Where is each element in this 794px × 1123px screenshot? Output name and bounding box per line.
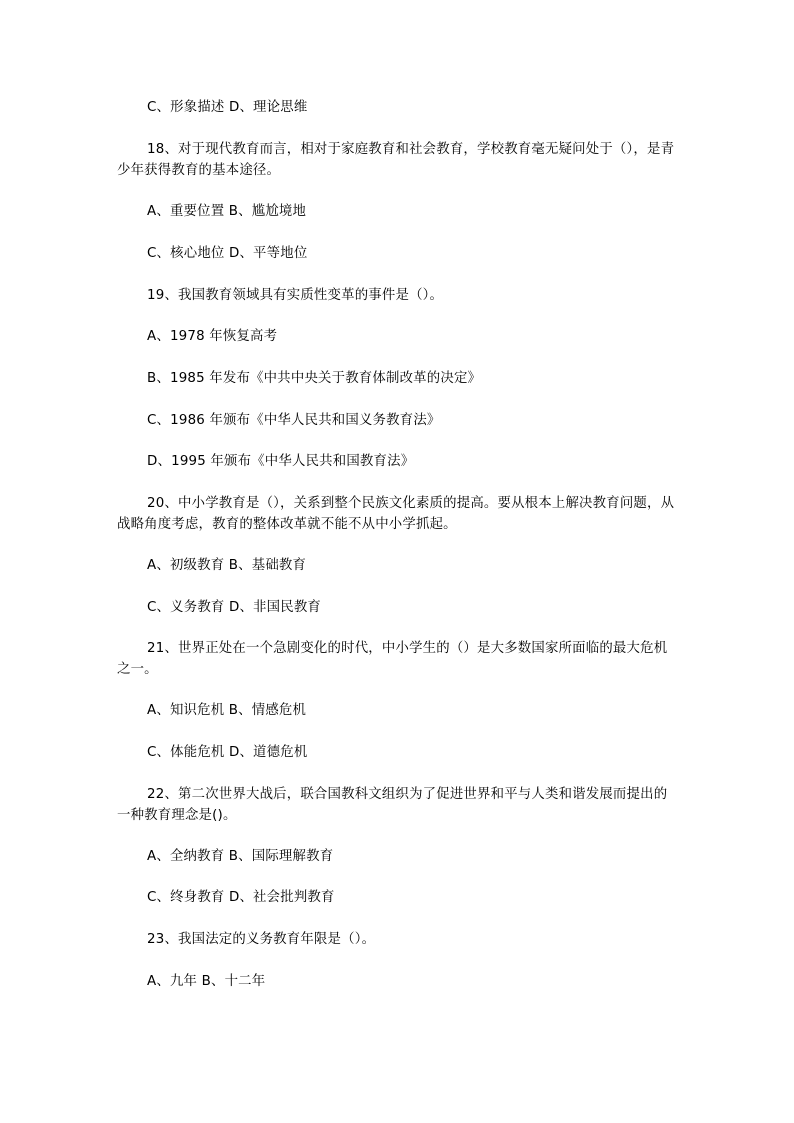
option-line: A、九年 B、十二年 — [147, 974, 266, 989]
question-20: 20、中小学教育是（），关系到整个民族文化素质的提高。要从根本上解决教育问题，从战略角度考虑，教育的整体改革就不能不从中小学抓起。 — [117, 496, 675, 532]
option-line: A、全纳教育 B、国际理解教育 — [147, 849, 334, 864]
option-line: C、体能危机 D、道德危机 — [147, 745, 308, 760]
option-line: B、1985 年发布《中共中央关于教育体制改革的决定》 — [147, 371, 482, 386]
option-line: C、核心地位 D、平等地位 — [147, 246, 308, 261]
option-line: C、义务教育 D、非国民教育 — [147, 600, 322, 615]
option-line: D、1995 年颁布《中华人民共和国教育法》 — [147, 454, 415, 469]
option-line: C、1986 年颁布《中华人民共和国义务教育法》 — [147, 413, 441, 428]
question-23: 23、我国法定的义务教育年限是（）。 — [147, 932, 376, 947]
option-line: C、终身教育 D、社会批判教育 — [147, 890, 335, 905]
option-line: A、重要位置 B、尴尬境地 — [147, 204, 307, 219]
question-22: 22、第二次世界大战后，联合国教科文组织为了促进世界和平与人类和谐发展而提出的一种教育理念是()。 — [117, 787, 668, 823]
option-line: A、知识危机 B、情感危机 — [147, 703, 307, 718]
option-line: C、形象描述 D、理论思维 — [147, 100, 308, 115]
question-21: 21、世界正处在一个急剧变化的时代，中小学生的（）是大多数国家所面临的最大危机之一。 — [117, 641, 668, 677]
question-18: 18、对于现代教育而言，相对于家庭教育和社会教育，学校教育毫无疑问处于（），是青少年获得教育的基本途径。 — [117, 142, 675, 178]
option-line: A、初级教育 B、基础教育 — [147, 558, 307, 573]
question-19: 19、我国教育领域具有实质性变革的事件是（）。 — [147, 288, 444, 303]
option-line: A、1978 年恢复高考 — [147, 329, 278, 344]
